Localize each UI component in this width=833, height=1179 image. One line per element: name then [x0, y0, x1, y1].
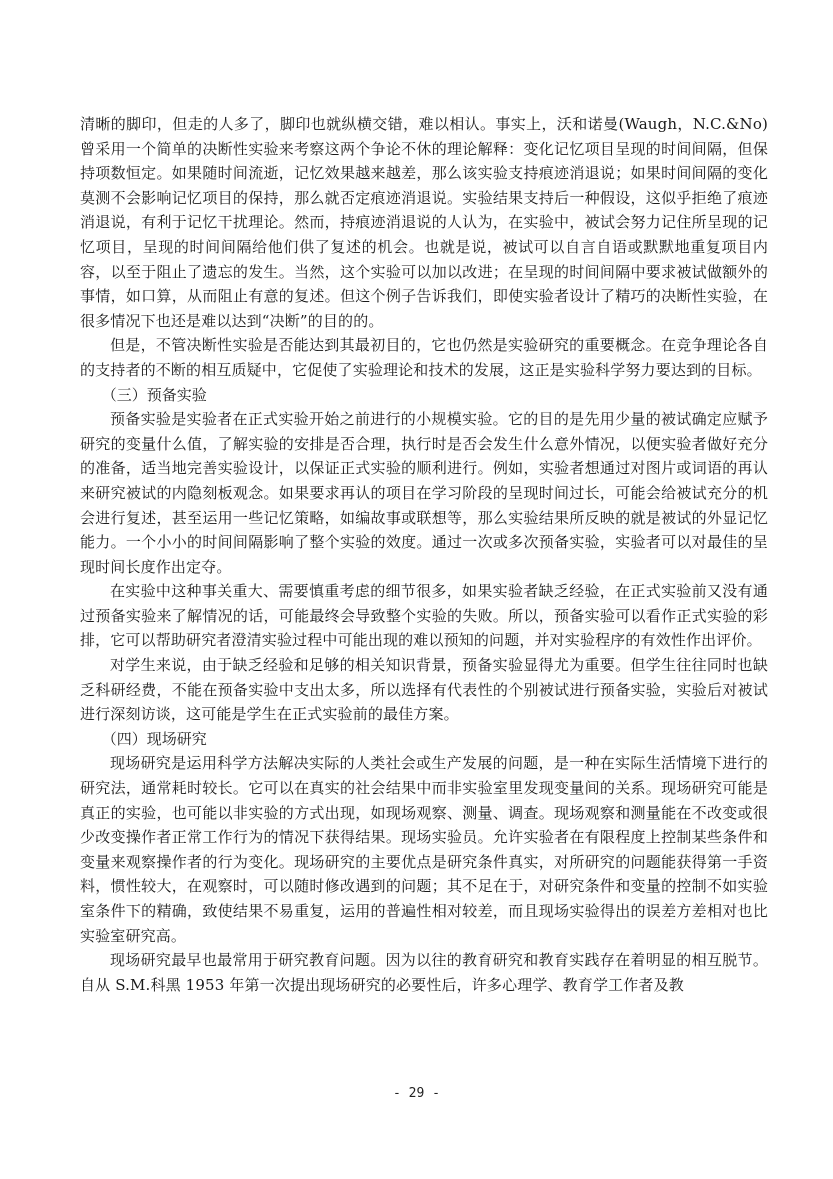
- page-number: - 29 -: [393, 1086, 440, 1101]
- section-heading-pilot-experiment: （三）预备实验: [101, 385, 207, 404]
- paragraph-pilot-details: 在实验中这种事关重大、需要慎重考虑的细节很多，如果实验者缺乏经验，在正式实验前又没有通过预备实验来了解情况的话，可能最终会导致整个实验的失败。所以，预备实验可以看作正式实验的彩排，它可以帮助研究者澄清实验过程中可能出现的难以预知的问题，并对实验程序的有效性作出评价。: [80, 582, 768, 650]
- paragraph-field-research-education: 现场研究最早也最常用于研究教育问题。因为以往的教育研究和教育实践存在着明显的相互脱节。自从 S.M.科黑 1953 年第一次提出现场研究的必要性后，许多心理学、教育学工作者及教: [80, 951, 768, 994]
- paragraph-decisive-experiment-value: 但是，不管决断性实验是否能达到其最初目的，它也仍然是实验研究的重要概念。在竞争理论各自的支持者的不断的相互质疑中，它促使了实验理论和技术的发展，这正是实验科学努力要达到的目标。: [80, 336, 768, 379]
- paragraph-pilot-students: 对学生来说，由于缺乏经验和足够的相关知识背景，预备实验显得尤为重要。但学生往往同时也缺乏科研经费，不能在预备实验中支出太多，所以选择有代表性的个别被试进行预备实验，实验后对被试进行深刻访谈，这可能是学生在正式实验前的最佳方案。: [80, 656, 768, 724]
- paragraph-field-research-definition: 现场研究是运用科学方法解决实际的人类社会或生产发展的问题，是一种在实际生活情境下进行的研究法，通常耗时较长。它可以在真实的社会结果中而非实验室里发现变量间的关系。现场研究可能是真正的实验，也可能以非实验的方式出现，如现场观察、测量、调查。现场观察和测量能在不改变或很少改变操作者正常工作行为的情况下获得结果。现场实验员。允许实验者在有限程度上控制某些条件和变量来观察操作者的行为变化。现场研究的主要优点是研究条件真实，对所研究的问题能获得第一手资料，惯性较大，在观察时，可以随时修改遇到的问题；其不足在于，对研究条件和变量的控制不如实验室条件下的精确，致使结果不易重复，运用的普遍性相对较差，而且现场实验得出的误差方差相对也比实验室研究高。: [80, 754, 768, 945]
- page-body: [80, 112, 768, 997]
- paragraph-decisive-experiment-cont: 清晰的脚印，但走的人多了，脚印也就纵横交错，难以相认。事实上，沃和诺曼(Waugh，N.C.&No)曾采用一个简单的决断性实验来考察这两个争论不休的理论解释：变化记忆项目呈现的时间间隔，但保持项数恒定。如果随时间流逝，记忆效果越来越差，那么该实验支持痕迹消退说；如果时间间隔的变化莫测不会影响记忆项目的保持，那么就否定痕迹消退说。实验结果支持后一种假设，这似乎拒绝了痕迹消退说，有利于记忆干扰理论。然而，持痕迹消退说的人认为，在实验中，被试会努力记住所呈现的记忆项目，呈现的时间间隔给他们供了复述的机会。也就是说，被试可以自言自语或默默地重复项目内容，以至于阻止了遗忘的发生。当然，这个实验可以加以改进；在呈现的时间间隔中要求被试做额外的事情，如口算，从而阻止有意的复述。但这个例子告诉我们，即使实验者设计了精巧的决断性实验，在很多情况下也还是难以达到“决断”的目的的。: [80, 115, 768, 330]
- section-heading-field-research: （四）现场研究: [101, 729, 207, 748]
- paragraph-pilot-definition: 预备实验是实验者在正式实验开始之前进行的小规模实验。它的目的是先用少量的被试确定应赋予研究的变量什么值，了解实验的安排是否合理，执行时是否会发生什么意外情况，以便实验者做好充分的准备，适当地完善实验设计，以保证正式实验的顺利进行。例如，实验者想通过对图片或词语的再认来研究被试的内隐刻板观念。如果要求再认的项目在学习阶段的呈现时间过长，可能会给被试充分的机会进行复述，甚至运用一些记忆策略，如编故事或联想等，那么实验结果所反映的就是被试的外显记忆能力。一个小小的时间间隔影响了整个实验的效度。通过一次或多次预备实验，实验者可以对最佳的呈现时间长度作出定夺。: [80, 410, 768, 576]
